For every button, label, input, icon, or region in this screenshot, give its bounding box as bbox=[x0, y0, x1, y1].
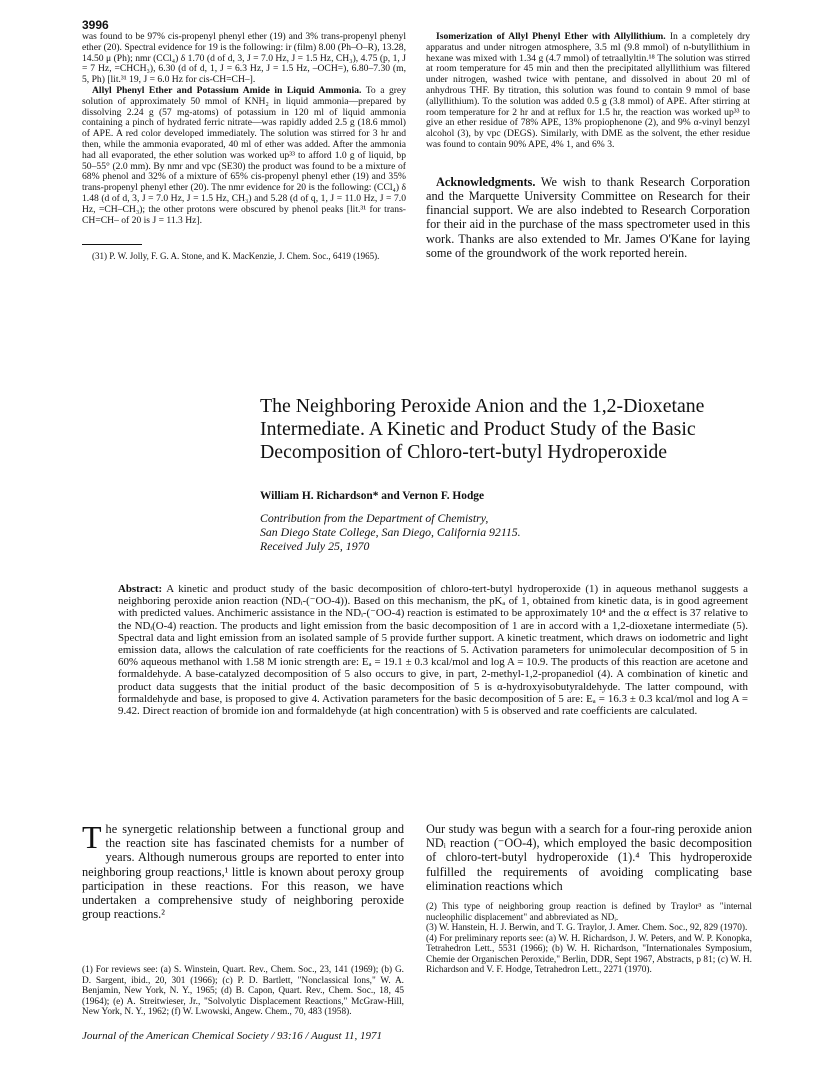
received-date: Received July 25, 1970 bbox=[260, 539, 370, 554]
abstract bbox=[118, 583, 748, 717]
body-left-column bbox=[82, 819, 404, 922]
right-column-experimental bbox=[426, 32, 750, 260]
right-paragraph-1: In a completely dry apparatus and under nitrogen atmosphere, 3.5 ml (9.8 mmol) of n-butyllithium in hexane was mixed with 1.34 g (4.7 mmol) of tetraallyltin.¹⁸ The solution was stirred at room temperature for 45 min and then the precipitated allyllithium was filtered under nitrogen, washed twice with pentane, and dissolved in about 20 ml of anhydrous THF. By titration, this solution was found to contain 9 mmol of base (allyllithium). To the solution was added 0.5 g (3.8 mmol) of APE. After stirring at room temperature for 2 hr and at reflux for 1.5 hr, the reaction was worked up³³ to give an ether residue of 78% APE, 13% propiophenone (2), and 9% α-vinyl benzyl alcohol (3), by vpc (DEGS). Similarly, with DME as the solvent, the ether residue was found to contain 90% APE, 4% 1, and 6% 3. bbox=[426, 31, 750, 150]
left-paragraph-1: was found to be 97% cis-propenyl phenyl ether (19) and 3% trans-propenyl phenyl ether (20). Spectral evidence for 19 is the following: ir (film) 8.00 (Ph–O–R), 13.28, 14.50 μ (Ph); nmr (CCl₄) δ 1.70 (d of d, 3, J = 7.0 Hz, J = 1.5 Hz, CH₃), 4.75 (p, 1, J = 7 Hz, =CHCH₃), 6.30 (d of d, 1, J = 6.3 Hz, J = 1.5 Hz, –OCH=), 6.80–7.30 (m, 5, Ph) [lit.³¹ 19, J = 6.0 Hz for cis-CH=CH–]. bbox=[82, 31, 406, 86]
left-column-experimental bbox=[82, 32, 406, 262]
footnote-4: (4) For preliminary reports see: (a) W. H. Richardson, J. W. Peters, and W. P. Konopka, Tetrahedron Lett., 5531 (1966); (b) W. H. Richardson, "Internationales Symposium, Chemie der Organischen Peroxide," Berlin, DDR, Sept 1967, Abstracts, p 81; (c) W. H. Richardson and V. F. Hodge, Tetrahedron Lett., 2271 (1970). bbox=[426, 933, 752, 975]
article-title: The Neighboring Peroxide Anion and the 1,2-Dioxetane Intermediate. A Kinetic and Product Study of the Basic Decomposition of Chloro-tert-butyl Hydroperoxide bbox=[260, 395, 705, 463]
section-heading-allyl-amide: Allyl Phenyl Ether and Potassium Amide in Liquid Ammonia. bbox=[92, 84, 362, 96]
footnotes-right bbox=[426, 902, 752, 976]
acknowledgments-heading: Acknowledgments. bbox=[436, 174, 536, 189]
drop-cap: T bbox=[82, 819, 102, 855]
affiliation-line-1: Contribution from the Department of Chemistry, bbox=[260, 511, 489, 525]
footnotes-left bbox=[82, 965, 404, 1018]
left-paragraph-2: To a grey solution of approximately 50 mmol of KNH₂ in liquid ammonia—prepared by dissolving 2.24 g (57 mg-atoms) of potassium in 120 ml of liquid ammonia containing a pinch of hydrated ferric nitrate—was rapidly added 2.5 g (18.6 mmol) of APE. A red color developed immediately. The solution was stirred for 3 hr and then, while the ammonia evaporated, 40 ml of ether was added. After the ammonia had all evaporated, the ether solution was worked up³³ to afford 1.0 g of liquid, bp 50–55° (2.0 mm). By nmr and vpc (SE30) the product was found to be a mixture of 68% phenol and 32% of a mixture of 65% cis-propenyl phenyl ether (19) and 35% trans-propenyl phenyl ether (20). The nmr evidence for 20 is the following: (CCl₄) δ 1.48 (d of d, 3, J = 7.0 Hz, J = 1.5 Hz, CH₃) and 5.28 (d of q, 1, J = 11.0 Hz, J = 7.0 Hz, =CH–CH₃); the other protons were obscured by phenol peaks [lit.³¹ for trans-CH=CH– of 20 is J = 11.3 Hz]. bbox=[82, 84, 406, 226]
abstract-text: A kinetic and product study of the basic decomposition of chloro-tert-butyl hydroperoxide (1) in aqueous methanol suggests a neighboring peroxide anion reaction (NDᵢ-(⁻OO-4)). Based on this mechanism, the pKₐ of 1, obtained from kinetic data, is in good agreement with predicted values. Anchimeric assistance in the NDᵢ-(⁻OO-4) reaction is estimated to be approximately 10⁴ and the α effect is 37 relative to the NDᵢ(O-4) reaction. The products and light emission from the basic decomposition of 1 are in accord with a 1,2-dioxetane intermediate (5). Spectral data and light emission from an isolated sample of 5 provide further support. A kinetic treatment, which draws on iodometric and light emission data, allows the calculation of rate coefficients for the reactions of 5. Activation parameters for unimolecular decomposition of 5 in 60% aqueous methanol with 1.58 M ionic strength are: Eₐ = 19.1 ± 0.3 kcal/mol and log A = 10.9. The products of this reaction are acetone and formaldehyde. A base-catalyzed decomposition of 5 also occurs to give, in part, 2-methyl-1,2-propanediol (4). A combination of kinetic and product data suggests that the initial product of the basic decomposition of 5 is α-hydroxyisobutyraldehyde. The latter compound, with formaldehyde and base, is proposed to give 4. Activation parameters for the basic decomposition of 5 are: Eₐ = 16.3 ± 0.3 kcal/mol and log A = 9.42. Direct reaction of bromide ion and formaldehyde (at high concentration) with 5 is observed and rate coefficients are calculated. bbox=[118, 583, 748, 718]
author-affiliation bbox=[260, 511, 521, 554]
acknowledgments-text: We wish to thank Research Corporation and the Marquette University Committee on Research for their financial support. We are also indebted to Research Corporation for their aid in the purchase of the mass spectrometer used in this work. Thanks are also extended to Mr. James O'Kane for laying some of the groundwork of the work reported herein. bbox=[426, 174, 750, 260]
section-heading-allyllithium: Isomerization of Allyl Phenyl Ether with Allyllithium. bbox=[436, 31, 666, 42]
body-right-text: Our study was begun with a search for a four-ring peroxide anion NDᵢ reaction (⁻OO-4), which employed the basic decomposition of chloro-tert-butyl hydroperoxide (1).⁴ This hydroperoxide fulfilled the requirements of avoiding complicating base elimination reactions which bbox=[426, 822, 752, 893]
footnote-rule bbox=[82, 244, 142, 245]
body-left-text: he synergetic relationship between a functional group and the reaction site has fascinated chemists for a number of years. Although numerous groups are reported to enter into neighboring group reactions,¹ little is known about peroxy group participation in these reactions. For this reason, we have undertaken a comprehensive study of neighboring peroxide group reactions.² bbox=[82, 822, 404, 922]
footnote-2: (2) This type of neighboring group reaction is defined by Traylor³ as "internal nucleophilic displacement" and abbreviated as NDᵢ. bbox=[426, 902, 752, 923]
page-number: 3996 bbox=[82, 18, 109, 32]
body-right-column bbox=[426, 822, 752, 893]
footnote-31: (31) P. W. Jolly, F. G. A. Stone, and K. MacKenzie, J. Chem. Soc., 6419 (1965). bbox=[92, 251, 380, 262]
journal-footer: Journal of the American Chemical Society / 93:16 / August 11, 1971 bbox=[82, 1030, 383, 1042]
affiliation-line-2: San Diego State College, San Diego, California 92115. bbox=[260, 525, 521, 540]
article-authors: William H. Richardson* and Vernon F. Hodge bbox=[260, 490, 485, 502]
footnote-3: (3) W. Hanstein, H. J. Berwin, and T. G. Traylor, J. Amer. Chem. Soc., 92, 829 (1970). bbox=[426, 923, 748, 933]
footnote-1: (1) For reviews see: (a) S. Winstein, Quart. Rev., Chem. Soc., 23, 141 (1969); (b) G. D. Sargent, ibid., 20, 301 (1966); (c) P. D. Bartlett, "Nonclassical Ions," W. A. Benjamin, New York, N. Y., 1965; (d) B. Capon, Quart. Rev., Chem. Soc., 18, 45 (1964); (e) A. Streitwieser, Jr., "Solvolytic Displacement Reactions," McGraw-Hill, New York, N. Y., 1962; (f) W. Lwowski, Angew. Chem., 70, 483 (1958). bbox=[82, 965, 404, 1017]
abstract-label: Abstract: bbox=[118, 583, 163, 595]
